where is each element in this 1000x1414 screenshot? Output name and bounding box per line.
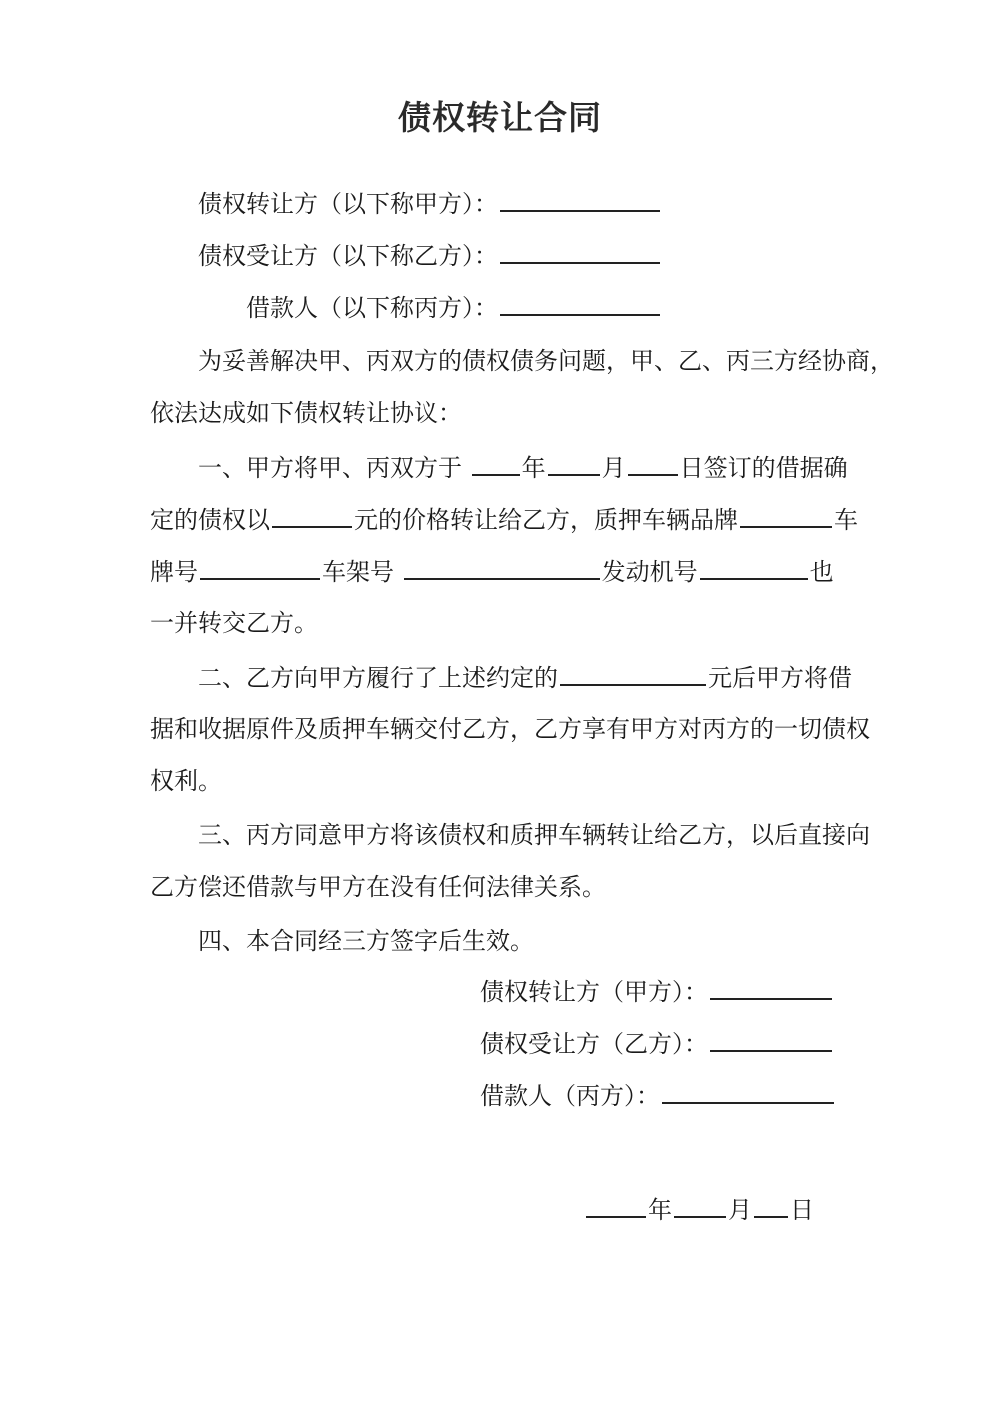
date-month-label: 月 xyxy=(728,1196,752,1224)
date-day-field[interactable] xyxy=(754,1194,788,1218)
signature-transferor-field[interactable] xyxy=(710,976,832,1000)
intro-line-2: 依法达成如下债权转让协议： xyxy=(150,399,462,427)
sign-year-field[interactable] xyxy=(472,452,520,476)
clause3-line-1: 三、丙方同意甲方将该债权和质押车辆转让给乙方，以后直接向 xyxy=(198,821,870,849)
clause3-line-2: 乙方偿还借款与甲方在没有任何法律关系。 xyxy=(150,873,606,901)
clause1-text: 元的价格转让给乙方，质押车辆品牌 xyxy=(354,506,738,534)
clause2-line-1 xyxy=(198,662,852,693)
clause1-line-4: 一并转交乙方。 xyxy=(150,609,318,637)
payment-amount-field[interactable] xyxy=(560,662,706,686)
signature-borrower xyxy=(480,1080,836,1111)
borrower-label: 借款人（以下称丙方）： xyxy=(246,294,498,322)
transferor-label: 债权转让方（以下称甲方）： xyxy=(198,190,498,218)
borrower-party-line xyxy=(246,292,662,323)
clause1-line-2 xyxy=(150,504,858,535)
document-title: 债权转让合同 xyxy=(398,98,602,137)
signature-transferor xyxy=(480,976,834,1007)
vehicle-brand-field[interactable] xyxy=(740,504,832,528)
signature-transferee-field[interactable] xyxy=(710,1028,832,1052)
date-day-label: 日 xyxy=(790,1196,814,1224)
transferee-name-field[interactable] xyxy=(500,240,660,264)
year-label: 年 xyxy=(521,454,546,482)
date-year-field[interactable] xyxy=(586,1194,646,1218)
month-label: 月 xyxy=(601,454,626,482)
clause2-text: 元后甲方将借 xyxy=(708,664,852,692)
date-month-field[interactable] xyxy=(674,1194,726,1218)
price-field[interactable] xyxy=(272,504,352,528)
clause1-text: 定的债权以 xyxy=(150,506,270,534)
clause1-line-3 xyxy=(150,556,834,587)
signature-borrower-label: 借款人（丙方）： xyxy=(480,1082,660,1110)
engine-number-field[interactable] xyxy=(700,556,808,580)
borrower-name-field[interactable] xyxy=(500,292,660,316)
sign-day-field[interactable] xyxy=(628,452,678,476)
clause1-text: 车 xyxy=(834,506,858,534)
signature-transferee-label: 债权受让方（乙方）： xyxy=(480,1030,708,1058)
clause2-text: 二、乙方向甲方履行了上述约定的 xyxy=(198,664,558,692)
date-year-label: 年 xyxy=(648,1196,672,1224)
frame-label: 车架号 xyxy=(322,558,394,586)
transferor-name-field[interactable] xyxy=(500,188,660,212)
sign-month-field[interactable] xyxy=(548,452,600,476)
intro-line-1: 为妥善解决甲、丙双方的债权债务问题，甲、乙、丙三方经协商， xyxy=(198,347,894,375)
signature-transferee xyxy=(480,1028,834,1059)
signing-date xyxy=(584,1194,814,1225)
signature-borrower-field[interactable] xyxy=(662,1080,834,1104)
clause2-line-3: 权利。 xyxy=(150,767,222,795)
transferor-party-line xyxy=(198,188,662,219)
clause1-text: 一、甲方将甲、丙双方于 xyxy=(198,454,462,482)
signature-transferor-label: 债权转让方（甲方）： xyxy=(480,978,708,1006)
clause1-text: 也 xyxy=(809,558,834,586)
clause2-line-2: 据和收据原件及质押车辆交付乙方，乙方享有甲方对丙方的一切债权 xyxy=(150,715,870,743)
frame-number-field[interactable] xyxy=(404,556,600,580)
day-label: 日签订的借据确 xyxy=(679,454,848,482)
clause1-line-1 xyxy=(198,452,848,483)
engine-label: 发动机号 xyxy=(601,558,698,586)
transferee-label: 债权受让方（以下称乙方）： xyxy=(198,242,498,270)
clause4-line: 四、本合同经三方签字后生效。 xyxy=(198,927,534,955)
plate-label: 牌号 xyxy=(150,558,198,586)
plate-number-field[interactable] xyxy=(200,556,320,580)
transferee-party-line xyxy=(198,240,662,271)
